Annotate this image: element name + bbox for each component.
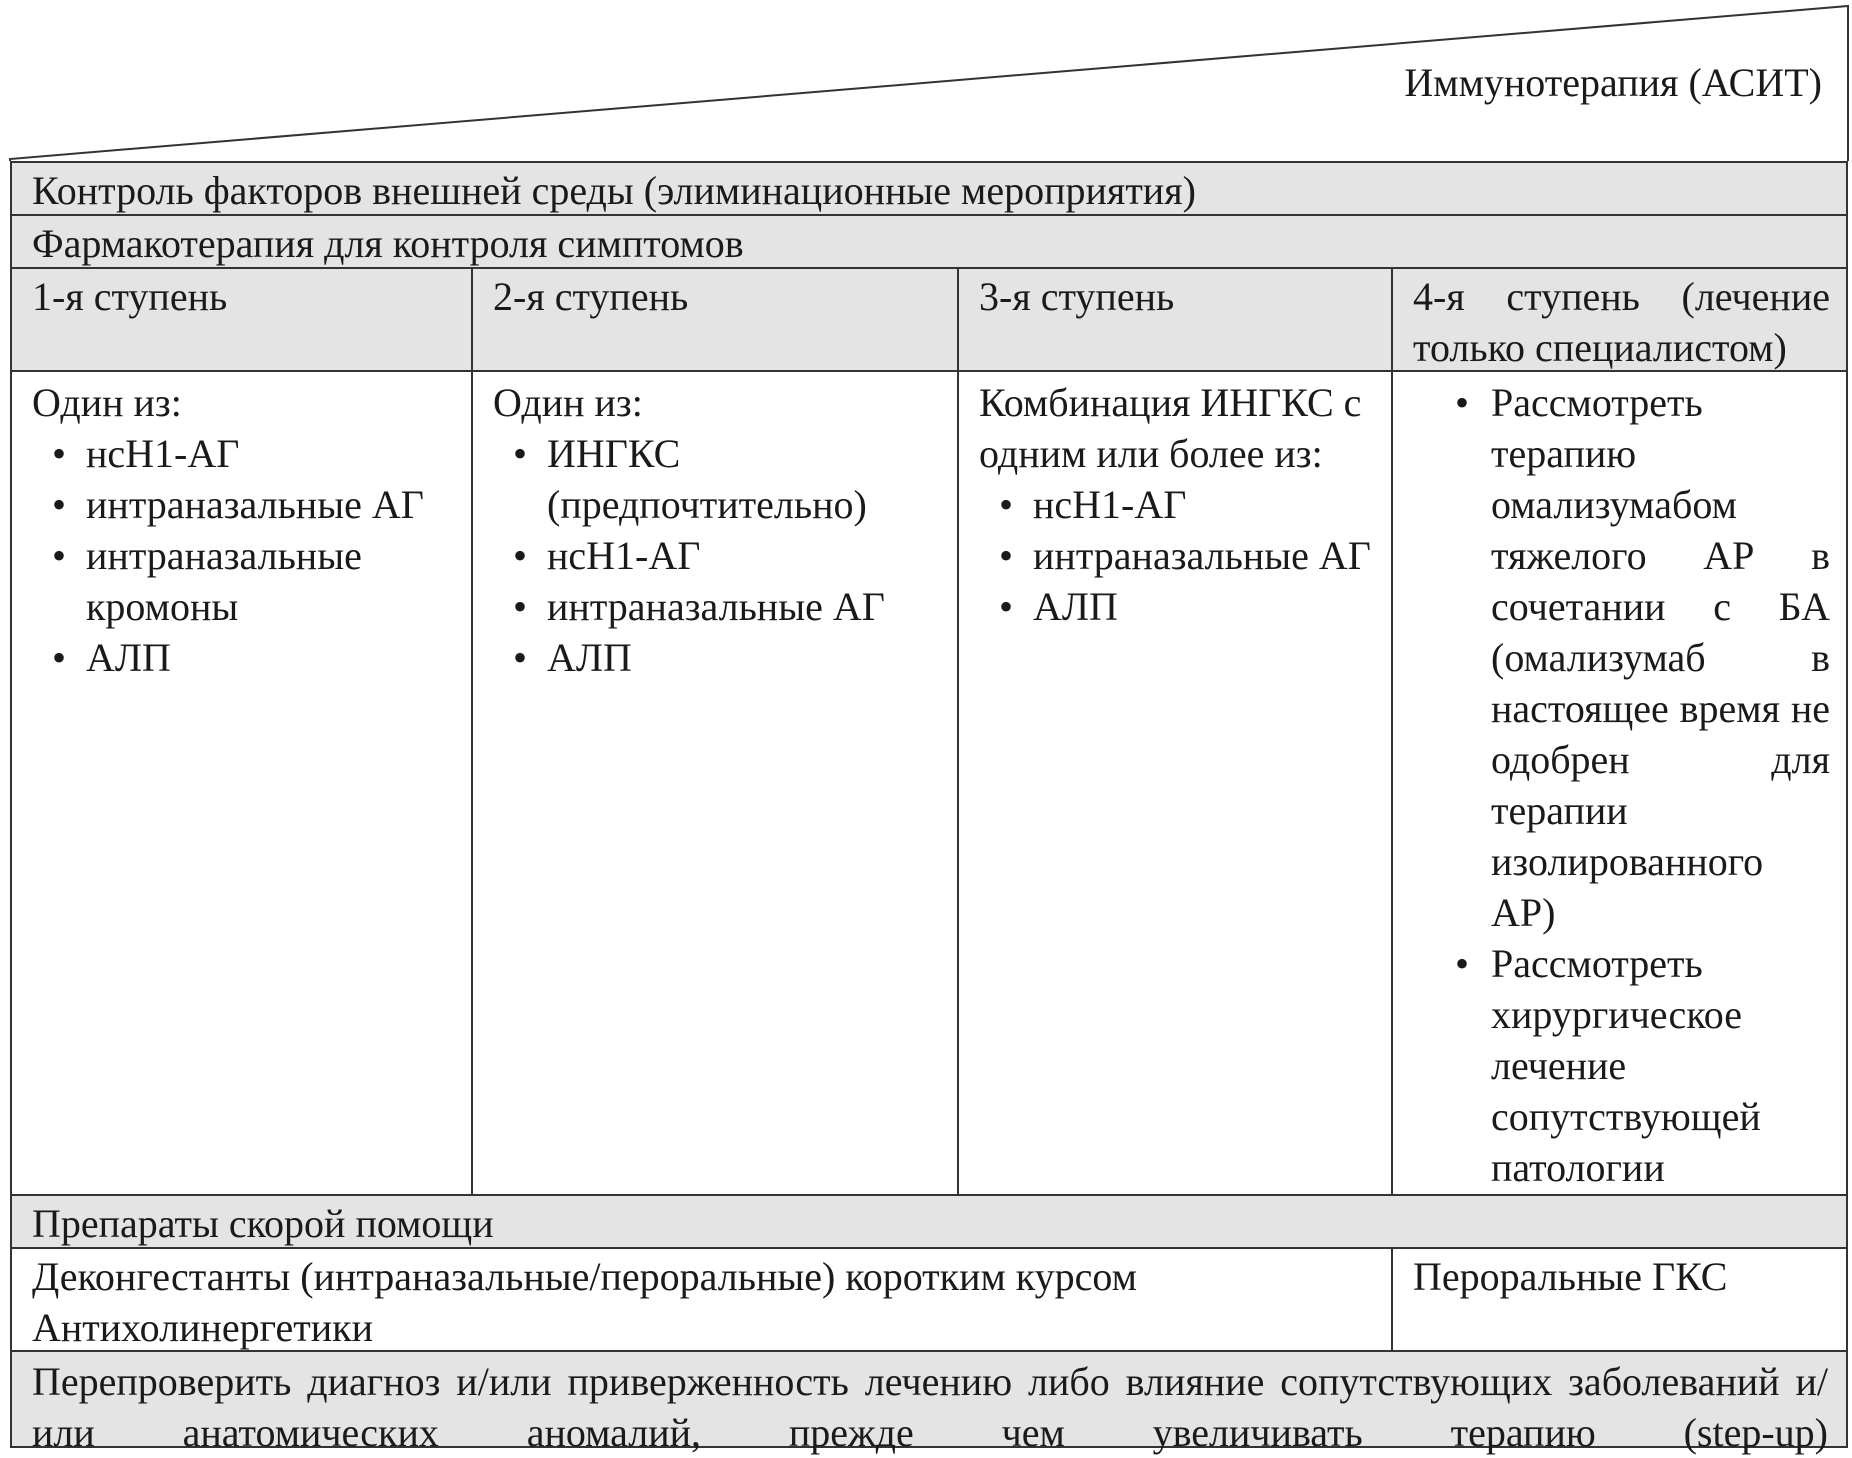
step-3-header: 3-я ступень — [957, 269, 1391, 370]
rescue-content-row — [12, 1247, 1846, 1350]
step-4-header: 4-я ступень (лечение только специалистом) — [1391, 269, 1848, 370]
step-1-item: • нсН1-АГ — [32, 428, 453, 479]
step-3-item: • интраназальные АГ — [979, 530, 1373, 581]
rescue-title-row — [12, 1194, 1846, 1247]
step-header-row — [12, 267, 1846, 370]
pharmacotherapy-text: Фармакотерапия для контроля симптомов — [32, 221, 744, 266]
footer-note-row — [12, 1350, 1846, 1455]
rescue-title: Препараты скорой помощи — [32, 1201, 494, 1246]
step-1-item: • интраназальные кромоны — [32, 530, 453, 632]
step-4-item: • Рассмотреть терапию омализумабом тяжелого АР в сочетании с БА (омализумаб в настоящее время не одобрен для терапии изолированного АР) — [1413, 377, 1830, 938]
step-1-item: • интраназальные АГ — [32, 479, 453, 530]
step-2-item: • ИНГКС (предпочтительно) — [493, 428, 939, 530]
step-4-body — [1391, 372, 1848, 1194]
environment-control-row — [12, 163, 1846, 214]
rescue-left-cell — [12, 1249, 1391, 1350]
step-1-body — [12, 372, 471, 1194]
step-2-intro: Один из: — [493, 380, 643, 425]
step-2-item: • нсН1-АГ — [493, 530, 939, 581]
step-2-header: 2-я ступень — [471, 269, 957, 370]
step-2-item: • АЛП — [493, 632, 939, 683]
step-4-item: • Рассмотреть хирургическое лечение сопутствующей патологии — [1413, 938, 1830, 1193]
step-3-item: • АЛП — [979, 581, 1373, 632]
step-2-body — [471, 372, 957, 1194]
treatment-table — [10, 161, 1848, 1455]
immunotherapy-label: Иммунотерапия (АСИТ) — [1404, 60, 1822, 105]
step-body-row — [12, 370, 1846, 1194]
step-3-body — [957, 372, 1391, 1194]
footer-note-text: Перепроверить диагноз и/или приверженность лечению либо влияние сопутствующих заболеваний и/или анатомических аномалий, прежде чем увеличивать терапию (step-up) — [32, 1359, 1828, 1455]
decongestants-text: Деконгестанты (интраназальные/пероральные) коротким курсом — [32, 1254, 1137, 1299]
pharmacotherapy-row — [12, 214, 1846, 267]
rescue-right-cell — [1391, 1249, 1848, 1350]
oral-gcs-text: Пероральные ГКС — [1413, 1254, 1728, 1299]
step-1-intro: Один из: — [32, 380, 182, 425]
step-1-item: • АЛП — [32, 632, 453, 683]
step-2-item: • интраназальные АГ — [493, 581, 939, 632]
step-3-intro: Комбинация ИНГКС с одним или более из: — [979, 380, 1362, 476]
step-3-item: • нсН1-АГ — [979, 479, 1373, 530]
environment-control-text: Контроль факторов внешней среды (элиминационные мероприятия) — [32, 168, 1196, 213]
step-1-header: 1-я ступень — [32, 274, 228, 319]
anticholinergics-text: Антихолинергетики — [32, 1305, 374, 1350]
